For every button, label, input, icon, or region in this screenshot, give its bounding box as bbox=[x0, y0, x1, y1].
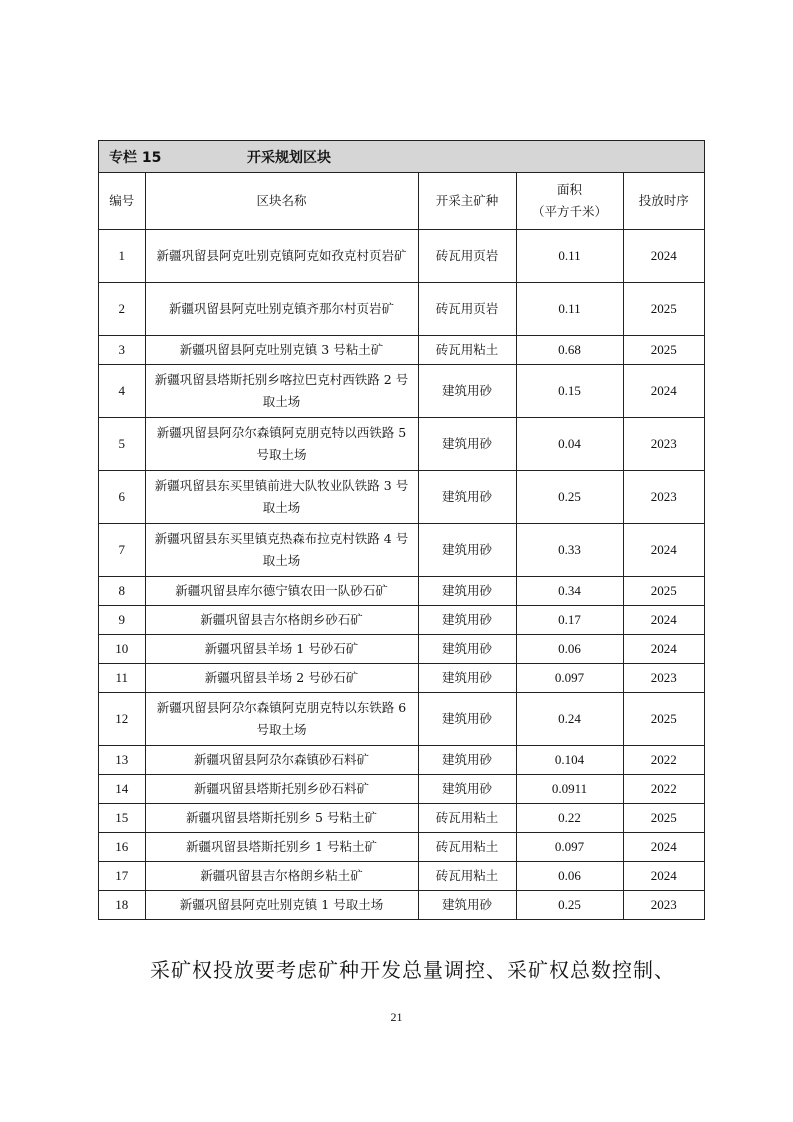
cell-mineral: 砖瓦用页岩 bbox=[418, 283, 516, 336]
cell-year: 2025 bbox=[623, 336, 704, 365]
planning-blocks-table bbox=[99, 173, 704, 919]
cell-name: 新疆巩留县阿尕尔森镇阿克朋克特以东铁路 6 号取土场 bbox=[145, 693, 418, 746]
cell-mineral: 建筑用砂 bbox=[418, 606, 516, 635]
table-row bbox=[99, 775, 704, 804]
cell-name: 新疆巩留县吉尔格朗乡粘土矿 bbox=[145, 862, 418, 891]
cell-area: 0.104 bbox=[516, 746, 623, 775]
cell-area: 0.06 bbox=[516, 635, 623, 664]
table-row bbox=[99, 283, 704, 336]
header-area bbox=[516, 173, 623, 230]
panel-label: 专栏 15 bbox=[109, 149, 162, 166]
cell-id: 5 bbox=[99, 418, 145, 471]
cell-year: 2025 bbox=[623, 283, 704, 336]
header-mineral: 开采主矿种 bbox=[418, 173, 516, 230]
cell-year: 2024 bbox=[623, 365, 704, 418]
cell-area: 0.06 bbox=[516, 862, 623, 891]
cell-id: 4 bbox=[99, 365, 145, 418]
cell-id: 16 bbox=[99, 833, 145, 862]
cell-id: 3 bbox=[99, 336, 145, 365]
cell-name: 新疆巩留县吉尔格朗乡砂石矿 bbox=[145, 606, 418, 635]
cell-area: 0.17 bbox=[516, 606, 623, 635]
cell-area: 0.25 bbox=[516, 471, 623, 524]
cell-year: 2025 bbox=[623, 577, 704, 606]
cell-area: 0.25 bbox=[516, 891, 623, 920]
cell-name: 新疆巩留县羊场 2 号砂石矿 bbox=[145, 664, 418, 693]
cell-mineral: 建筑用砂 bbox=[418, 635, 516, 664]
table-row bbox=[99, 471, 704, 524]
cell-year: 2025 bbox=[623, 693, 704, 746]
table-row bbox=[99, 577, 704, 606]
cell-id: 10 bbox=[99, 635, 145, 664]
table-row bbox=[99, 664, 704, 693]
page-number: 21 bbox=[390, 1010, 403, 1024]
cell-area: 0.0911 bbox=[516, 775, 623, 804]
cell-area: 0.24 bbox=[516, 693, 623, 746]
cell-area: 0.68 bbox=[516, 336, 623, 365]
cell-mineral: 建筑用砂 bbox=[418, 664, 516, 693]
cell-area: 0.22 bbox=[516, 804, 623, 833]
header-name: 区块名称 bbox=[145, 173, 418, 230]
cell-name: 新疆巩留县塔斯托别乡喀拉巴克村西铁路 2 号取土场 bbox=[145, 365, 418, 418]
header-area-line1: 面积 bbox=[556, 182, 582, 197]
cell-name: 新疆巩留县塔斯托别乡 5 号粘土矿 bbox=[145, 804, 418, 833]
cell-mineral: 砖瓦用粘土 bbox=[418, 804, 516, 833]
cell-year: 2023 bbox=[623, 471, 704, 524]
cell-id: 11 bbox=[99, 664, 145, 693]
cell-year: 2023 bbox=[623, 418, 704, 471]
cell-id: 8 bbox=[99, 577, 145, 606]
cell-id: 13 bbox=[99, 746, 145, 775]
cell-id: 7 bbox=[99, 524, 145, 577]
table-row bbox=[99, 804, 704, 833]
cell-id: 9 bbox=[99, 606, 145, 635]
cell-name: 新疆巩留县库尔德宁镇农田一队砂石矿 bbox=[145, 577, 418, 606]
cell-year: 2023 bbox=[623, 664, 704, 693]
table-row bbox=[99, 635, 704, 664]
table-row bbox=[99, 606, 704, 635]
cell-area: 0.33 bbox=[516, 524, 623, 577]
table-row bbox=[99, 891, 704, 920]
cell-area: 0.097 bbox=[516, 833, 623, 862]
cell-mineral: 建筑用砂 bbox=[418, 418, 516, 471]
cell-name: 新疆巩留县阿克吐别克镇阿克如孜克村页岩矿 bbox=[145, 230, 418, 283]
cell-year: 2024 bbox=[623, 862, 704, 891]
cell-name: 新疆巩留县阿克吐别克镇 1 号取土场 bbox=[145, 891, 418, 920]
panel-title: 开采规划区块 bbox=[247, 149, 331, 166]
header-area-line2: （平方千米） bbox=[531, 204, 607, 219]
cell-mineral: 建筑用砂 bbox=[418, 524, 516, 577]
cell-id: 15 bbox=[99, 804, 145, 833]
cell-name: 新疆巩留县东买里镇克热森布拉克村铁路 4 号取土场 bbox=[145, 524, 418, 577]
cell-id: 17 bbox=[99, 862, 145, 891]
cell-name: 新疆巩留县阿克吐别克镇 3 号粘土矿 bbox=[145, 336, 418, 365]
table-row bbox=[99, 418, 704, 471]
cell-name: 新疆巩留县塔斯托别乡 1 号粘土矿 bbox=[145, 833, 418, 862]
header-id: 编号 bbox=[99, 173, 145, 230]
table-row bbox=[99, 336, 704, 365]
table-row bbox=[99, 862, 704, 891]
cell-name: 新疆巩留县阿克吐别克镇齐那尔村页岩矿 bbox=[145, 283, 418, 336]
cell-name: 新疆巩留县东买里镇前进大队牧业队铁路 3 号取土场 bbox=[145, 471, 418, 524]
cell-name: 新疆巩留县阿尕尔森镇阿克朋克特以西铁路 5 号取土场 bbox=[145, 418, 418, 471]
table-row bbox=[99, 833, 704, 862]
cell-area: 0.11 bbox=[516, 230, 623, 283]
cell-year: 2024 bbox=[623, 524, 704, 577]
cell-area: 0.34 bbox=[516, 577, 623, 606]
cell-year: 2024 bbox=[623, 635, 704, 664]
cell-mineral: 建筑用砂 bbox=[418, 471, 516, 524]
panel-header bbox=[99, 141, 704, 173]
cell-id: 1 bbox=[99, 230, 145, 283]
table-row bbox=[99, 230, 704, 283]
cell-mineral: 砖瓦用粘土 bbox=[418, 862, 516, 891]
cell-year: 2022 bbox=[623, 775, 704, 804]
cell-name: 新疆巩留县塔斯托别乡砂石料矿 bbox=[145, 775, 418, 804]
cell-name: 新疆巩留县阿尕尔森镇砂石料矿 bbox=[145, 746, 418, 775]
table-row bbox=[99, 524, 704, 577]
table-row bbox=[99, 746, 704, 775]
cell-mineral: 建筑用砂 bbox=[418, 365, 516, 418]
table-row bbox=[99, 693, 704, 746]
cell-year: 2024 bbox=[623, 230, 704, 283]
cell-id: 6 bbox=[99, 471, 145, 524]
planning-blocks-panel bbox=[98, 140, 705, 920]
cell-area: 0.15 bbox=[516, 365, 623, 418]
cell-year: 2022 bbox=[623, 746, 704, 775]
cell-id: 12 bbox=[99, 693, 145, 746]
body-paragraph: 采矿权投放要考虑矿种开发总量调控、采矿权总数控制、 bbox=[150, 958, 675, 982]
cell-id: 14 bbox=[99, 775, 145, 804]
cell-year: 2024 bbox=[623, 833, 704, 862]
cell-year: 2023 bbox=[623, 891, 704, 920]
cell-mineral: 建筑用砂 bbox=[418, 746, 516, 775]
cell-year: 2024 bbox=[623, 606, 704, 635]
cell-mineral: 建筑用砂 bbox=[418, 693, 516, 746]
cell-name: 新疆巩留县羊场 1 号砂石矿 bbox=[145, 635, 418, 664]
cell-mineral: 建筑用砂 bbox=[418, 891, 516, 920]
cell-mineral: 砖瓦用粘土 bbox=[418, 833, 516, 862]
cell-year: 2025 bbox=[623, 804, 704, 833]
cell-mineral: 砖瓦用粘土 bbox=[418, 336, 516, 365]
cell-id: 18 bbox=[99, 891, 145, 920]
cell-mineral: 建筑用砂 bbox=[418, 577, 516, 606]
cell-area: 0.11 bbox=[516, 283, 623, 336]
cell-area: 0.097 bbox=[516, 664, 623, 693]
cell-mineral: 砖瓦用页岩 bbox=[418, 230, 516, 283]
cell-mineral: 建筑用砂 bbox=[418, 775, 516, 804]
header-year: 投放时序 bbox=[623, 173, 704, 230]
table-header-row bbox=[99, 173, 704, 230]
cell-area: 0.04 bbox=[516, 418, 623, 471]
cell-id: 2 bbox=[99, 283, 145, 336]
table-row bbox=[99, 365, 704, 418]
